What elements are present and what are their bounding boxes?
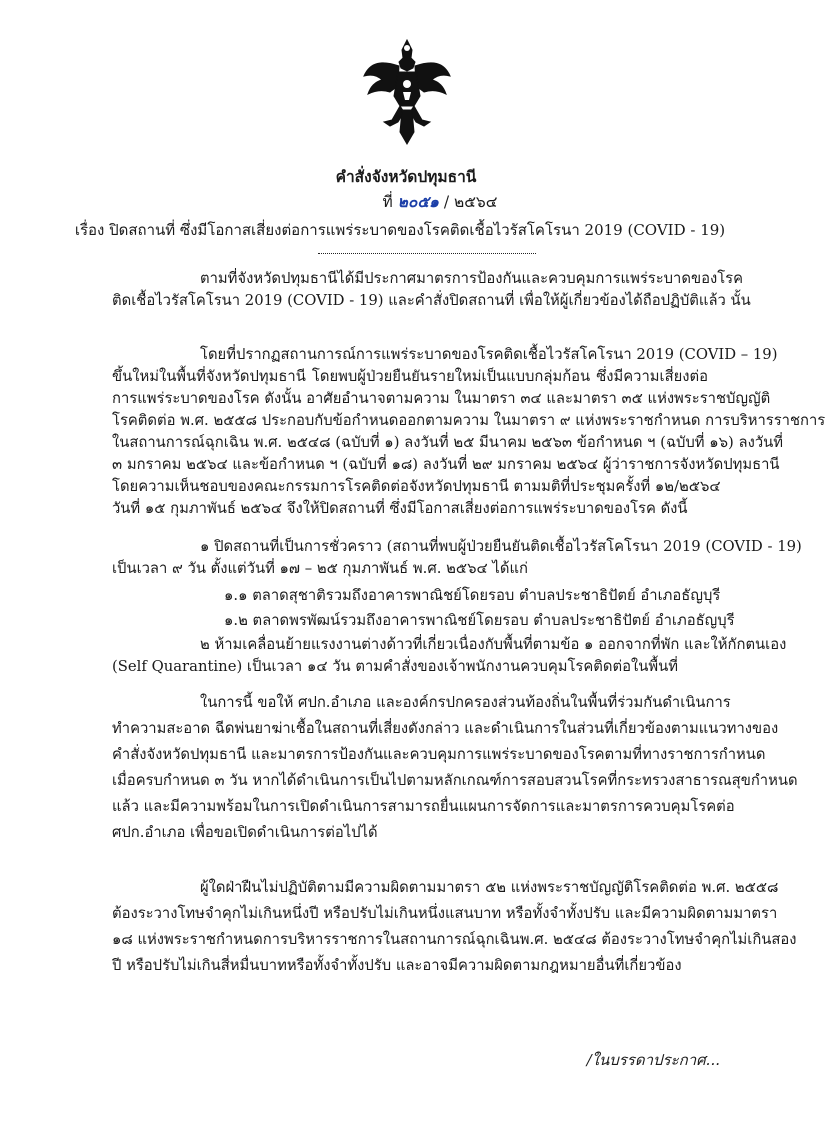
paragraph-3 bbox=[112, 690, 798, 846]
paragraph-line: ตามที่จังหวัดปทุมธานีได้มีประกาศมาตรการป้องกันและควบคุมการแพร่ระบาดของโรค bbox=[200, 270, 743, 287]
paragraph-line: ทำความสะอาด ฉีดพ่นยาฆ่าเชื้อในสถานที่เสี่ยงดังกล่าว และดำเนินการในส่วนที่เกี่ยวข้องตามแนวทางของ bbox=[112, 720, 779, 737]
paragraph-4 bbox=[112, 875, 797, 979]
order-number bbox=[40, 189, 840, 214]
paragraph-2 bbox=[112, 344, 826, 520]
item-2 bbox=[112, 634, 787, 678]
item-1 bbox=[112, 536, 802, 580]
paragraph-line: ศปก.อำเภอ เพื่อขอเปิดดำเนินการต่อไปได้ bbox=[112, 824, 378, 841]
paragraph-line: โรคติดต่อ พ.ศ. ๒๕๕๘ ประกอบกับข้อกำหนดออกตามความ ในมาตรา ๙ แห่งพระราชกำหนด การบริหารราชการ bbox=[112, 412, 826, 429]
order-subject: เรื่อง ปิดสถานที่ ซึ่งมีโอกาสเสี่ยงต่อการแพร่ระบาดของโรคติดเชื้อไวรัสโคโรนา 2019 (COVID - 19) bbox=[74, 221, 726, 239]
garuda-emblem-icon bbox=[362, 36, 452, 146]
number-prefix: ที่ bbox=[382, 193, 393, 211]
paragraph-line: (Self Quarantine) เป็นเวลา ๑๔ วัน ตามคำสั่งของเจ้าพนักงานควบคุมโรคติดต่อในพื้นที่ bbox=[112, 658, 678, 675]
sub-item-line: ๑.๑ ตลาดสุชาติรวมถึงอาคารพาณิชย์โดยรอบ ตำบลประชาธิปัตย์ อำเภอธัญบุรี bbox=[224, 587, 721, 604]
number-suffix: / ๒๕๖๔ bbox=[443, 193, 498, 211]
paragraph-line: โดยความเห็นชอบของคณะกรรมการโรคติดต่อจังหวัดปทุมธานี ตามมติที่ประชุมครั้งที่ ๑๒/๒๕๖๔ bbox=[112, 478, 721, 495]
dotted-divider bbox=[318, 253, 536, 254]
paragraph-line: ปี หรือปรับไม่เกินสี่หมื่นบาทหรือทั้งจำทั้งปรับ และอาจมีความผิดตามกฎหมายอื่นที่เกี่ยวข้อง bbox=[112, 957, 682, 974]
continuation-note: /ในบรรดาประกาศ... bbox=[586, 1051, 720, 1069]
paragraph-line: ในการนี้ ขอให้ ศปก.อำเภอ และองค์กรปกครองส่วนท้องถิ่นในพื้นที่ร่วมกันดำเนินการ bbox=[200, 694, 731, 711]
paragraph-line: ต้องระวางโทษจำคุกไม่เกินหนึ่งปี หรือปรับไม่เกินหนึ่งแสนบาท หรือทั้งจำทั้งปรับ และมีความผิดตามมาตรา bbox=[112, 905, 778, 922]
paragraph-line: คำสั่งจังหวัดปทุมธานี และมาตรการป้องกันและควบคุมการแพร่ระบาดของโรคตามที่ทางราชการกำหนด bbox=[112, 746, 766, 763]
paragraph-line: ในสถานการณ์ฉุกเฉิน พ.ศ. ๒๕๔๘ (ฉบับที่ ๑) ลงวันที่ ๒๕ มีนาคม ๒๕๖๓ ข้อกำหนด ฯ (ฉบับที่ ๑๖) ลงวันที่ bbox=[112, 434, 783, 451]
paragraph-line: ผู้ใดฝ่าฝืนไม่ปฏิบัติตามมีความผิดตามมาตรา ๕๒ แห่งพระราชบัญญัติโรคติดต่อ พ.ศ. ๒๕๕๘ bbox=[200, 879, 779, 896]
item-1-1 bbox=[112, 585, 721, 607]
paragraph-line: เป็นเวลา ๙ วัน ตั้งแต่วันที่ ๑๗ – ๒๕ กุมภาพันธ์ พ.ศ. ๒๕๖๔ ได้แก่ bbox=[112, 560, 528, 577]
paragraph-line: ๑๘ แห่งพระราชกำหนดการบริหารราชการในสถานการณ์ฉุกเฉินพ.ศ. ๒๕๔๘ ต้องระวางโทษจำคุกไม่เกินสอง bbox=[112, 931, 797, 948]
paragraph-line: แล้ว และมีความพร้อมในการเปิดดำเนินการสามารถยื่นแผนการจัดการและมาตรการควบคุมโรคต่อ bbox=[112, 798, 735, 815]
paragraph-line: ติดเชื้อไวรัสโคโรนา 2019 (COVID - 19) และคำสั่งปิดสถานที่ เพื่อให้ผู้เกี่ยวข้องได้ถือปฏิบัติแล้ว นั้น bbox=[112, 292, 751, 309]
handwritten-number: ๒๐๕๑ bbox=[397, 192, 439, 211]
paragraph-line: ๑ ปิดสถานที่เป็นการชั่วคราว (สถานที่พบผู้ป่วยยืนยันติดเชื้อไวรัสโคโรนา 2019 (COVID - 19) bbox=[200, 538, 802, 555]
paragraph-line: ๓ มกราคม ๒๕๖๔ และข้อกำหนด ฯ (ฉบับที่ ๑๘) ลงวันที่ ๒๙ มกราคม ๒๕๖๔ ผู้ว่าราชการจังหวัดปทุมธานี bbox=[112, 456, 780, 473]
paragraph-line: ๒ ห้ามเคลื่อนย้ายแรงงานต่างด้าวที่เกี่ยวเนื่องกับพื้นที่ตามข้อ ๑ ออกจากที่พัก และให้กักตนเอง bbox=[200, 636, 787, 653]
paragraph-line: ขึ้นใหม่ในพื้นที่จังหวัดปทุมธานี โดยพบผู้ป่วยยืนยันรายใหม่เป็นแบบกลุ่มก้อน ซึ่งมีความเสี่ยงต่อ bbox=[112, 368, 708, 385]
paragraph-line: เมื่อครบกำหนด ๓ วัน หากได้ดำเนินการเป็นไปตามหลักเกณฑ์การสอบสวนโรคที่กระทรวงสาธารณสุขกำหนด bbox=[112, 772, 798, 789]
paragraph-1 bbox=[112, 268, 751, 312]
sub-item-line: ๑.๒ ตลาดพรพัฒน์รวมถึงอาคารพาณิชย์โดยรอบ ตำบลประชาธิปัตย์ อำเภอธัญบุรี bbox=[224, 612, 735, 629]
item-1-2 bbox=[112, 610, 735, 632]
paragraph-line: วันที่ ๑๕ กุมภาพันธ์ ๒๕๖๔ จึงให้ปิดสถานที่ ซึ่งมีโอกาสเสี่ยงต่อการแพร่ระบาดของโรค ดังนี้ bbox=[112, 500, 688, 517]
order-title: คำสั่งจังหวัดปทุมธานี bbox=[335, 167, 477, 186]
paragraph-line: โดยที่ปรากฏสถานการณ์การแพร่ระบาดของโรคติดเชื้อไวรัสโคโรนา 2019 (COVID – 19) bbox=[200, 346, 778, 363]
paragraph-line: การแพร่ระบาดของโรค ดังนั้น อาศัยอำนาจตามความ ในมาตรา ๓๔ และมาตรา ๓๕ แห่งพระราชบัญญัติ bbox=[112, 390, 771, 407]
